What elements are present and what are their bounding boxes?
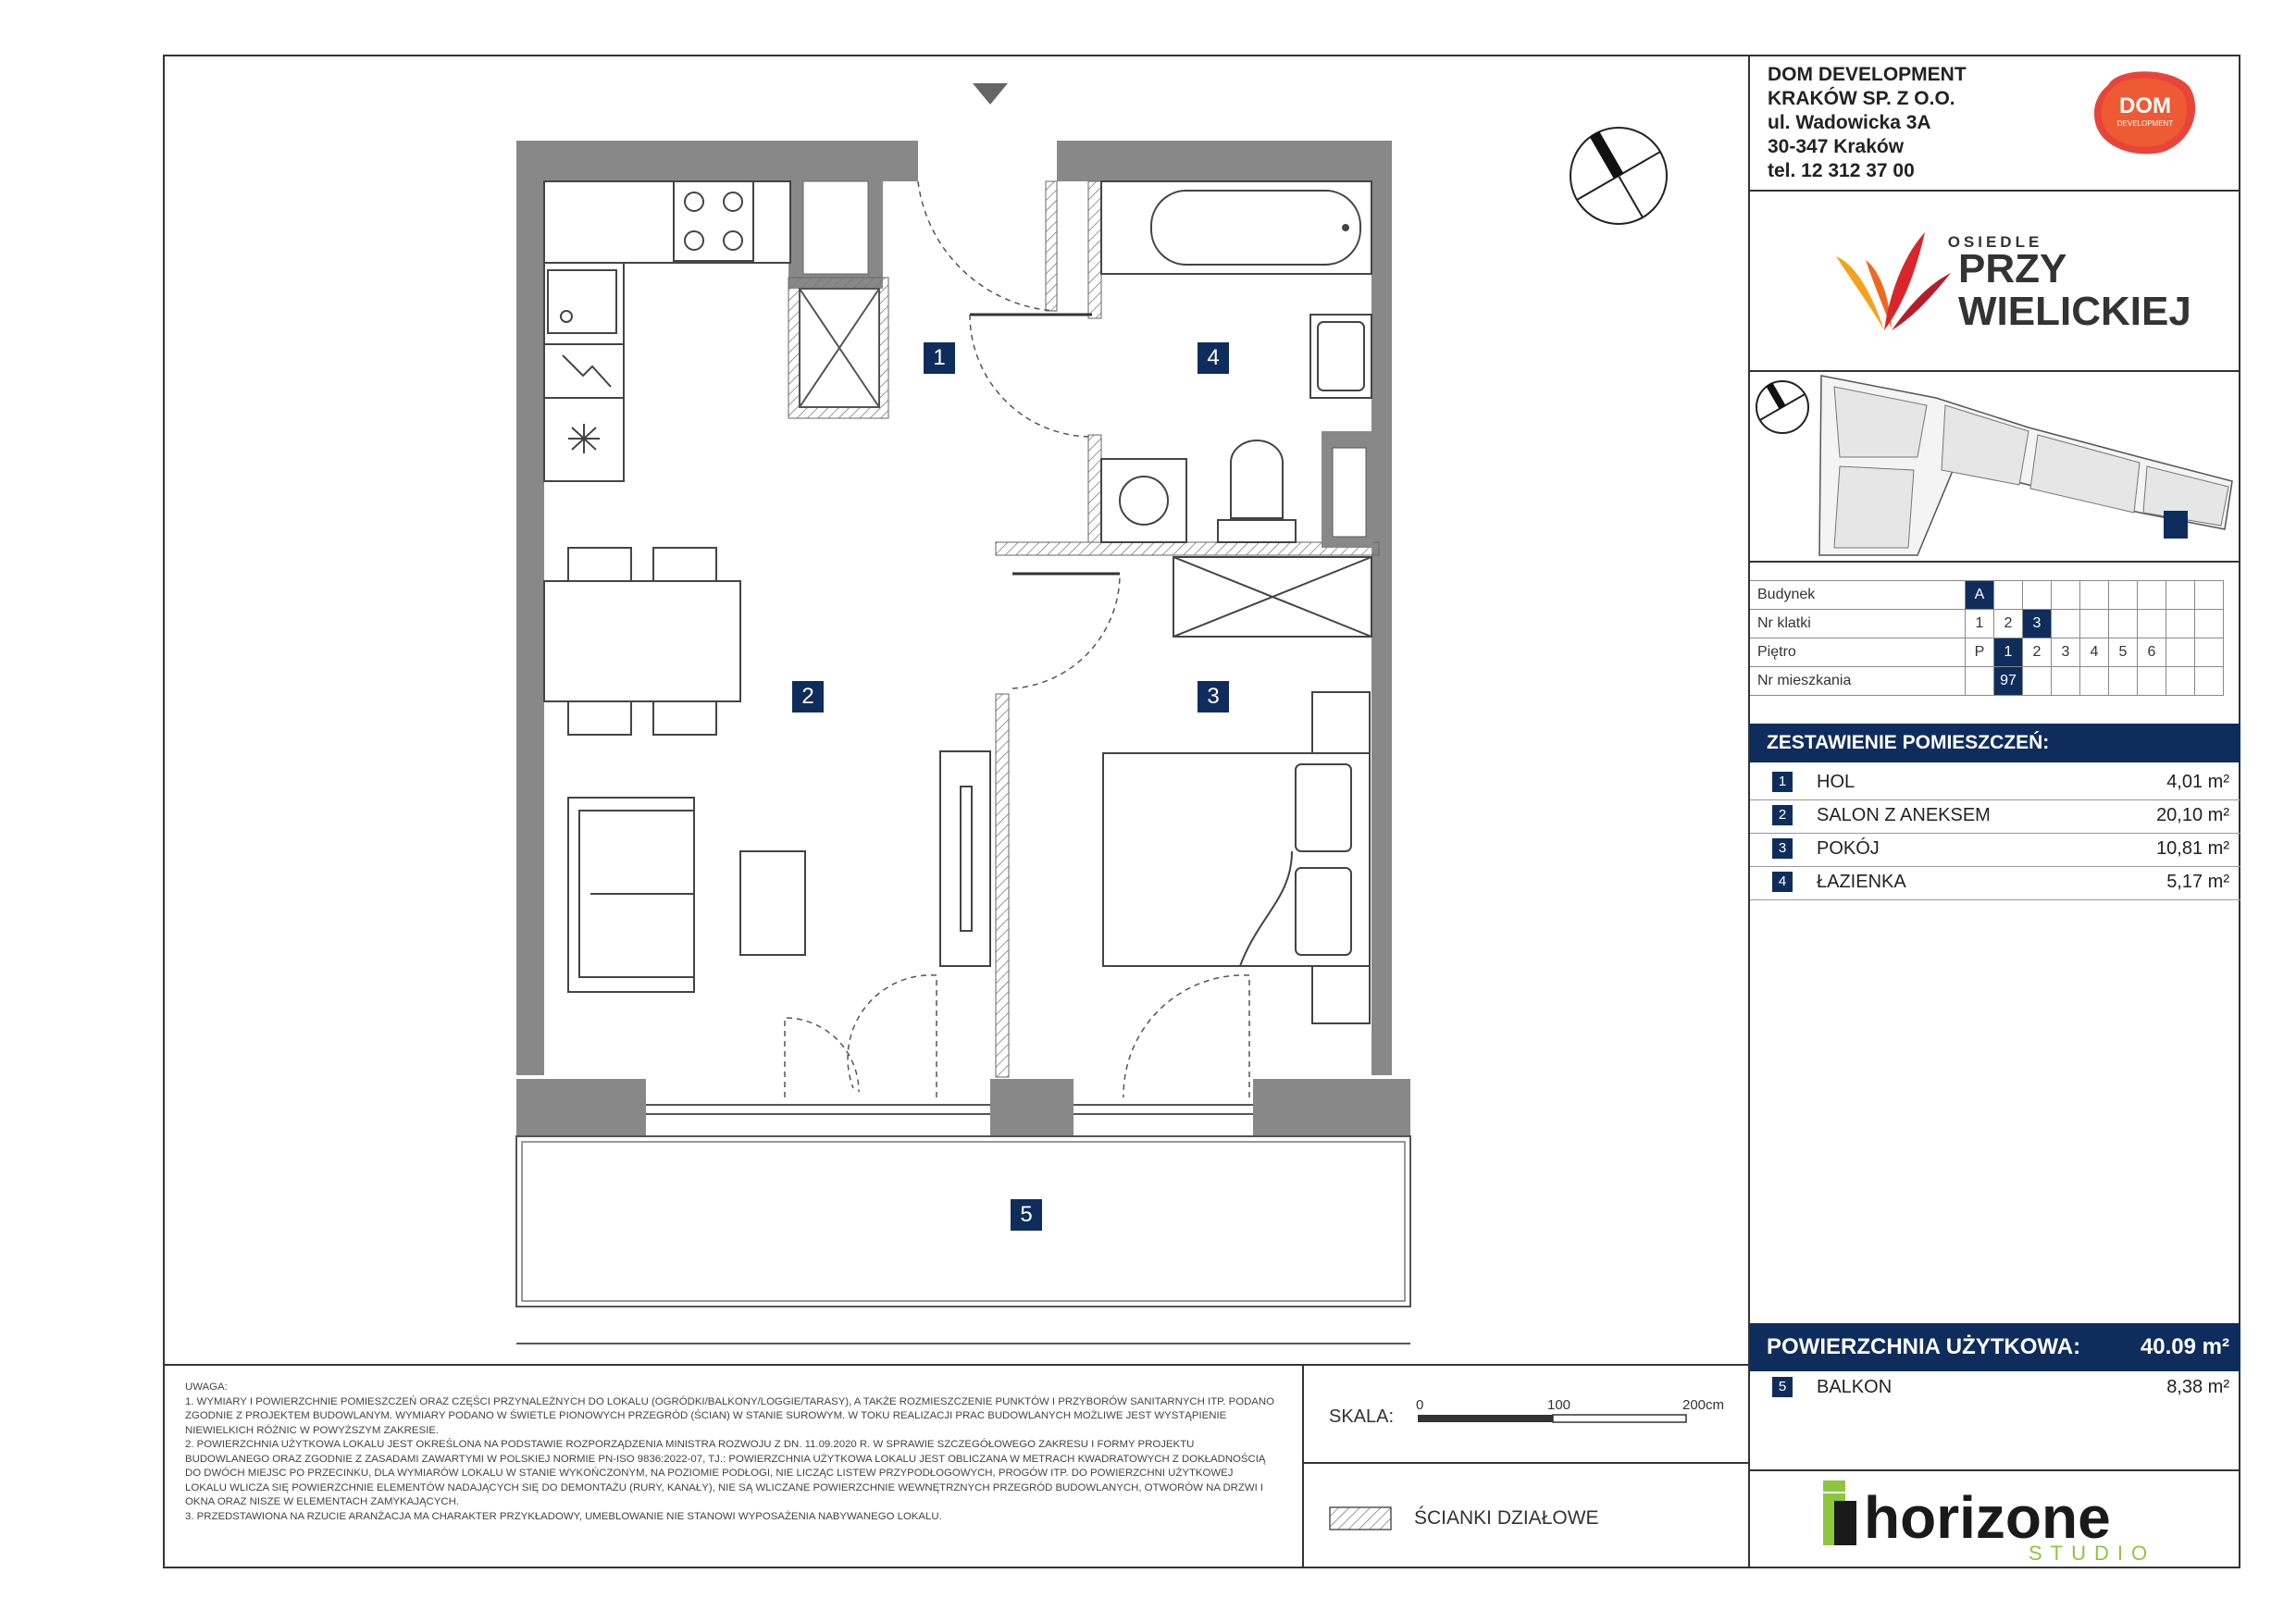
cell-pietro: 3 <box>2052 638 2080 667</box>
studio-sub: STUDIO <box>2029 1542 2156 1565</box>
room-label-5: 5 <box>1011 1199 1042 1231</box>
label-mieszkanie: Nr mieszkania <box>1750 667 1966 696</box>
cell-pietro: P <box>1966 638 1994 667</box>
notes-title: UWAGA: <box>185 1381 228 1393</box>
cell-mieszkanie: 97 <box>1994 667 2023 696</box>
logo-osiedle: OSIEDLE <box>1947 233 2043 251</box>
balcony <box>516 1136 1410 1307</box>
wall <box>516 141 918 181</box>
coffee-table <box>740 851 805 955</box>
cell-klatka: 1 <box>1966 610 1994 638</box>
north-arrow-icon <box>1568 125 1669 227</box>
company-line: ul. Wadowicka 3A <box>1768 112 1931 133</box>
wall <box>516 141 544 1075</box>
studio-name: horizone <box>1864 1484 2111 1551</box>
fridge-icon <box>568 424 600 453</box>
room-area: 5,17 m² <box>2166 872 2229 892</box>
company-address <box>1768 63 1967 183</box>
room-area: 4,01 m² <box>2166 772 2229 792</box>
toilet-icon <box>1231 440 1283 518</box>
dom-logo-text: DOM <box>2119 93 2171 118</box>
cell-klatka: 3 <box>2023 610 2052 638</box>
wall <box>1057 141 1392 181</box>
company-line: DOM DEVELOPMENT <box>1768 64 1967 85</box>
room-name: HOL <box>1817 772 1855 792</box>
partition-wall-legend-icon <box>1329 1506 1392 1530</box>
balcony-row <box>1750 1371 2240 1405</box>
room-number: 3 <box>1772 838 1793 859</box>
scale-tick: 200cm <box>1682 1397 1725 1413</box>
cell-budynek: A <box>1966 581 1994 610</box>
label-klatka: Nr klatki <box>1750 610 1966 638</box>
washing-machine-icon <box>1101 459 1186 542</box>
horizone-studio-logo <box>1819 1475 2190 1564</box>
cell-pietro: 2 <box>2023 638 2052 667</box>
label-budynek: Budynek <box>1750 581 1966 610</box>
room-name: ŁAZIENKA <box>1817 872 1906 892</box>
site-keyplan <box>1751 374 2240 559</box>
row-klatka <box>1750 610 2224 638</box>
room-label-2: 2 <box>792 681 824 712</box>
company-line: tel. 12 312 37 00 <box>1768 160 1915 181</box>
rooms-header: ZESTAWIENIE POMIESZCZEŃ: <box>1750 724 2240 762</box>
label-pietro: Piętro <box>1750 638 1966 667</box>
room-name: POKÓJ <box>1817 838 1880 859</box>
scale-tick: 100 <box>1547 1397 1571 1413</box>
usable-area-label: POWIERZCHNIA UŻYTKOWA: <box>1767 1334 2081 1359</box>
note-item: 1. WYMIARY I POWIERZCHNIE POMIESZCZEŃ ORAZ CZĘŚCI PRZYNALEŻNYCH DO LOKALU (OGRÓDKI/BALKONY/LOGGIE/TARASY), A TAKŻE ROZMIESZCZENIE PUNKTÓW I PRZYBORÓW SANITARNYCH ITP. PODANO ZGODNIE Z PROJEKTEM BUDOWLANYM. WYMIARY PODANO W ŚWIETLE PIONOWYCH PRZEGRÓD (ŚCIAN) W STANIE SUROWYM. W TOKU REALIZACJI PRAC BUDOWLANYCH MOŻLIWE JEST WYSTĄPIENIE NIEWIELKICH RÓŻNIC W POWYŻSZYM ZAKRESIE. <box>185 1395 1274 1436</box>
room-number: 2 <box>1772 805 1793 825</box>
wall <box>516 1079 646 1136</box>
room-area: 20,10 m² <box>2156 805 2229 825</box>
row-budynek <box>1750 581 2224 610</box>
logo-przy: PRZY <box>1958 246 2067 291</box>
scale-bar <box>1418 1413 1688 1431</box>
divider <box>1302 1364 1304 1568</box>
divider <box>1302 1462 1750 1464</box>
scale-label: SKALA: <box>1329 1406 1395 1427</box>
divider <box>1748 190 2240 192</box>
cell-klatka: 2 <box>1994 610 2023 638</box>
scale-tick: 0 <box>1416 1397 1424 1413</box>
company-line: 30-347 Kraków <box>1768 136 1905 157</box>
legend-label: ŚCIANKI DZIAŁOWE <box>1414 1507 1599 1529</box>
wall <box>990 1079 1074 1136</box>
room-area: 8,38 m² <box>2166 1377 2229 1397</box>
wall <box>1253 1079 1410 1136</box>
floor-plan <box>500 74 1425 1369</box>
room-label-3: 3 <box>1198 681 1229 712</box>
room-name: BALKON <box>1817 1377 1893 1397</box>
divider <box>1748 370 2240 372</box>
row-mieszkanie <box>1750 667 2224 696</box>
cell-pietro: 6 <box>2138 638 2166 667</box>
usable-area-value: 40.09 m² <box>2140 1334 2229 1359</box>
dom-development-logo <box>2090 67 2201 155</box>
room-row <box>1750 799 2240 834</box>
room-name: SALON Z ANEKSEM <box>1817 805 1991 825</box>
note-item: 3. PRZEDSTAWIONA NA RZUCIE ARANŻACJA MA CHARAKTER PRZYKŁADOWY, UMEBLOWANIE NIE STANOWI WYPOSAŻENIA NABYWANEGO LOKALU. <box>185 1510 942 1522</box>
cooktop-icon <box>674 181 753 261</box>
company-line: KRAKÓW SP. Z O.O. <box>1768 88 1955 109</box>
room-row <box>1750 833 2240 867</box>
divider <box>1748 1469 2240 1471</box>
room-number: 4 <box>1772 872 1793 892</box>
cell-pietro: 5 <box>2109 638 2138 667</box>
row-pietro <box>1750 638 2224 667</box>
entrance-marker-icon <box>973 83 1008 105</box>
room-area: 10,81 m² <box>2156 838 2229 859</box>
dom-logo-subtext: DEVELOPMENT <box>2116 119 2174 128</box>
osiedle-przy-wielickiej-logo <box>1832 227 2191 338</box>
dining-table <box>544 581 740 701</box>
sink-icon <box>548 270 616 333</box>
room-row <box>1750 766 2240 800</box>
cell-pietro: 1 <box>1994 638 2023 667</box>
apartment-info-table <box>1750 580 2224 696</box>
usable-area-band <box>1750 1323 2240 1371</box>
cell-pietro: 4 <box>2080 638 2109 667</box>
bathtub-icon <box>1151 191 1360 265</box>
room-number: 1 <box>1772 772 1793 792</box>
notes <box>185 1381 1277 1524</box>
divider <box>1748 561 2240 563</box>
note-item: 2. POWIERZCHNIA UŻYTKOWA LOKALU JEST OKREŚLONA NA PODSTAWIE ROZPORZĄDZENIA MINISTRA ROZWOJU Z DN. 11.09.2020 R. W SPRAWIE SZCZEGÓŁOWEGO ZAKRESU I FORMY PROJEKTU BUDOWLANEGO ORAZ ZGODNIE Z ZASADAMI ZAWARTYMI W POLSKIEJ NORMIE PN-ISO 9836:2022-07, TJ.: POWIERZCHNIA UŻYTKOWA LOKALU JEST OBLICZANA W METRACH KWADRATOWYCH Z DOKŁADNOŚCIĄ DO DWÓCH MIEJSC PO PRZECINKU, DLA WYMIARÓW LOKALU W STANIE WYKOŃCZONYM, NA POZIOMIE PODŁOGI, NIE LICZĄC LISTEW PRZYPODŁOGOWYCH, PROGÓW ITP. DO POWIERZCHNI UŻYTKOWEJ LOKALU WLICZA SIĘ POWIERZCHNIE ELEMENTÓW NADAJĄCYCH SIĘ DO DEMONTAŻU (RURY, KANAŁY), NIE SĄ WLICZANE POWIERZCHNIE WEWNĘTRZNYCH PRZEGRÓD BUDOWLANYCH, OTWORÓW NA DRZWI I OKNA ORAZ NISZE W ELEMENTACH ZAMYKAJĄCYCH. <box>185 1439 1266 1507</box>
wall <box>1371 141 1392 1075</box>
logo-wielickiej: WIELICKIEJ <box>1958 289 2191 334</box>
room-number: 5 <box>1772 1377 1793 1397</box>
room-label-4: 4 <box>1198 342 1229 374</box>
room-label-1: 1 <box>924 342 955 374</box>
room-row <box>1750 866 2240 900</box>
